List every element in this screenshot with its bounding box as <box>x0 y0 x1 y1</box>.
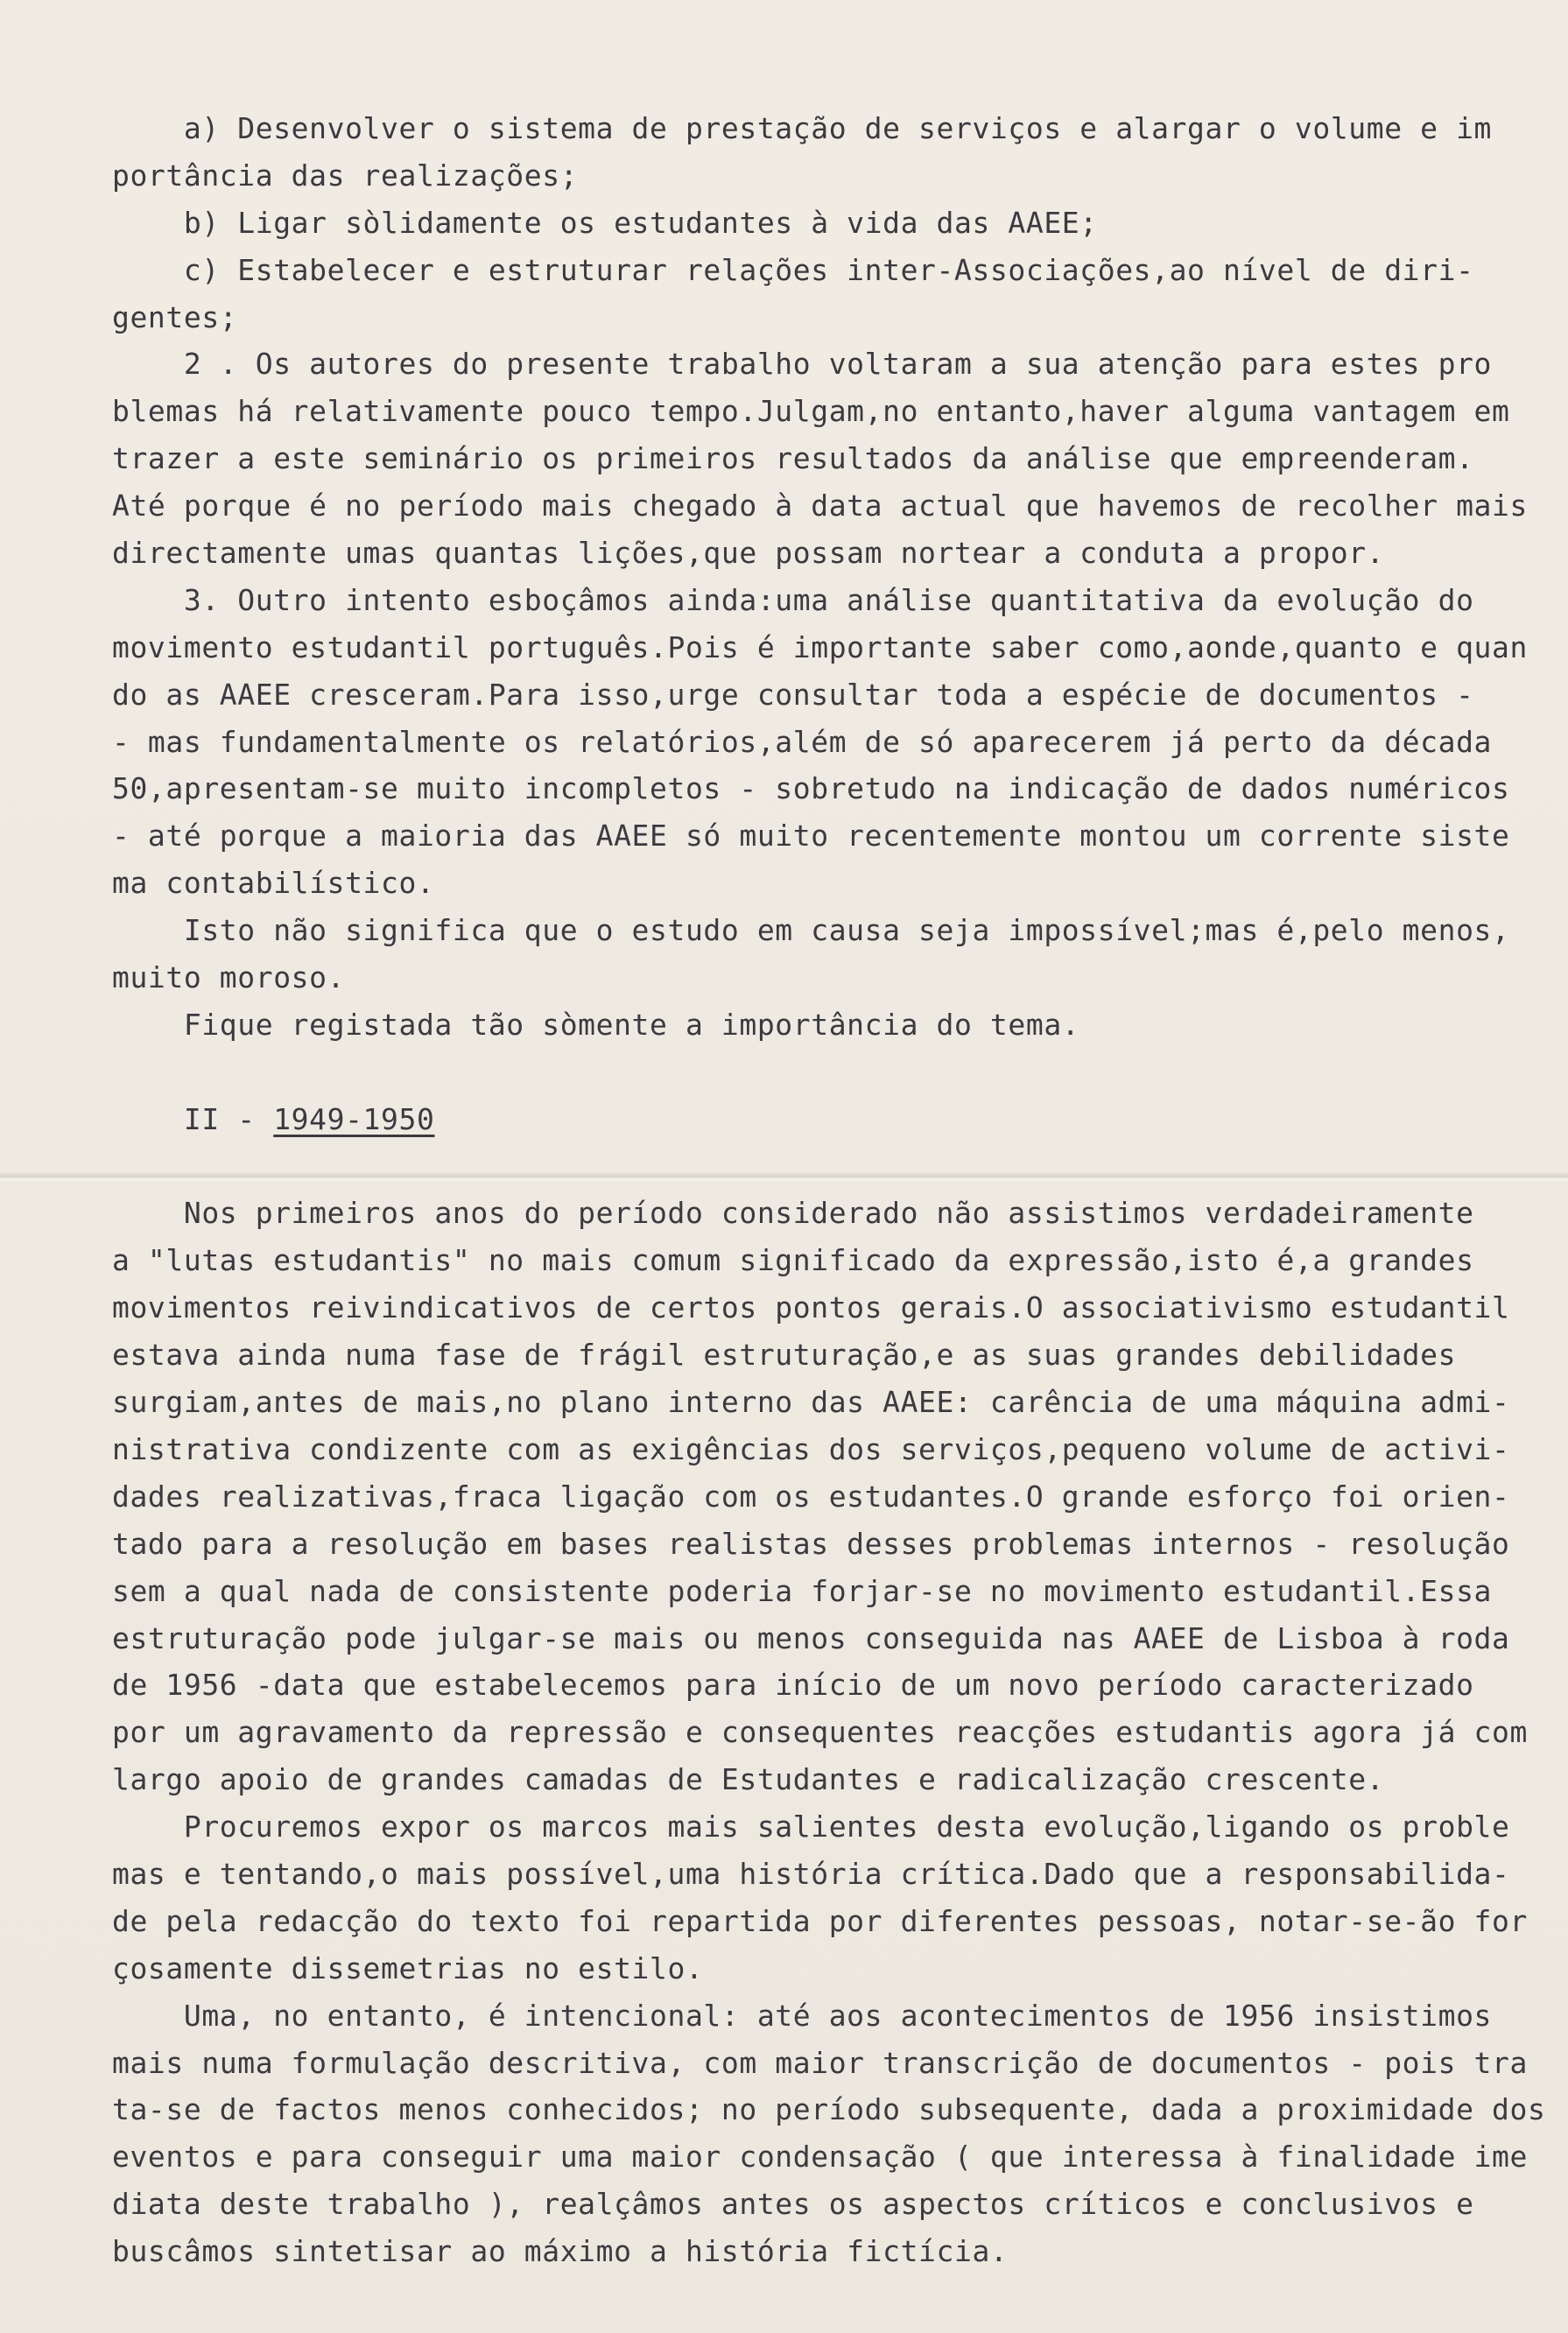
text-line: eventos e para conseguir uma maior condensação ( que interessa à finalidade ime <box>112 2140 1528 2175</box>
text-line: trazer a este seminário os primeiros resultados da análise que empreenderam. <box>112 441 1474 476</box>
text-line: de 1956 -data que estabelecemos para início de um novo período caracterizado <box>112 1668 1474 1703</box>
text-line: mas e tentando,o mais possível,uma história crítica.Dado que a responsabilida- <box>112 1856 1510 1891</box>
text-line: directamente umas quantas lições,que possam nortear a conduta a propor. <box>112 536 1385 571</box>
section-heading-prefix: II - <box>112 1101 274 1136</box>
text-line: sem a qual nada de consistente poderia forjar-se no movimento estudantil.Essa <box>112 1573 1493 1608</box>
text-line: ma contabilístico. <box>112 866 435 901</box>
text-line: por um agravamento da repressão e consequentes reacções estudantis agora já com <box>112 1715 1528 1750</box>
text-line: diata deste trabalho ), realçâmos antes os aspectos críticos e conclusivos e <box>112 2187 1474 2222</box>
text-line: movimentos reivindicativos de certos pontos gerais.O associativismo estudantil <box>112 1290 1510 1325</box>
text-line: Procuremos expor os marcos mais salientes desta evolução,ligando os proble <box>112 1809 1510 1845</box>
text-line: portância das realizações; <box>112 158 579 193</box>
text-line: çosamente dissemetrias no estilo. <box>112 1950 704 1985</box>
text-line: estruturação pode julgar-se mais ou menos conseguida nas AAEE de Lisboa à roda <box>112 1620 1510 1655</box>
text-line: tado para a resolução em bases realistas desses problemas internos - resolução <box>112 1526 1510 1561</box>
text-line: Isto não significa que o estudo em causa seja impossível;mas é,pelo menos, <box>112 913 1510 948</box>
text-line: a "lutas estudantis" no mais comum significado da expressão,isto é,a grandes <box>112 1243 1474 1278</box>
text-line: movimento estudantil português.Pois é importante saber como,aonde,quanto e quan <box>112 629 1528 664</box>
section-heading-years: 1949-1950 <box>273 1101 435 1136</box>
text-line: do as AAEE cresceram.Para isso,urge consultar toda a espécie de documentos - <box>112 677 1474 712</box>
text-line: - mas fundamentalmente os relatórios,além de só aparecerem já perto da década <box>112 724 1493 759</box>
text-line: b) Ligar sòlidamente os estudantes à vida das AAEE; <box>112 205 1098 240</box>
text-line: Até porque é no período mais chegado à data actual que havemos de recolher mais <box>112 488 1528 524</box>
text-line: dades realizativas,fraca ligação com os estudantes.O grande esforço foi orien- <box>112 1479 1510 1514</box>
text-line: de pela redacção do texto foi repartida por diferentes pessoas, notar-se-ão for <box>112 1903 1528 1938</box>
text-line: ta-se de factos menos conhecidos; no período subsequente, dada a proximidade dos <box>112 2092 1546 2127</box>
text-line: largo apoio de grandes camadas de Estudantes e radicalização crescente. <box>112 1762 1385 1797</box>
text-line: buscâmos sintetisar ao máximo a história fictícia. <box>112 2234 1009 2269</box>
text-line: surgiam,antes de mais,no plano interno das AAEE: carência de uma máquina admi- <box>112 1385 1510 1420</box>
text-line: - até porque a maioria das AAEE só muito recentemente montou um corrente siste <box>112 819 1510 854</box>
section-heading <box>112 1096 1478 1143</box>
text-line: Fique registada tão sòmente a importância do tema. <box>112 1007 1080 1042</box>
text-line: nistrativa condizente com as exigências dos serviços,pequeno volume de activi- <box>112 1431 1510 1466</box>
blank-line <box>112 1143 1478 1191</box>
text-line: 2 . Os autores do presente trabalho voltaram a sua atenção para estes pro <box>112 347 1493 382</box>
text-line: mais numa formulação descritiva, com maior transcrição de documentos - pois tra <box>112 2045 1528 2080</box>
text-line: 50,apresentam-se muito incompletos - sobretudo na indicação de dados numéricos <box>112 771 1510 806</box>
text-line: estava ainda numa fase de frágil estruturação,e as suas grandes debilidades <box>112 1338 1457 1373</box>
text-line: muito moroso. <box>112 960 346 995</box>
text-line: a) Desenvolver o sistema de prestação de serviços e alargar o volume e im <box>112 111 1493 145</box>
blank-line <box>112 1049 1478 1096</box>
text-line: gentes; <box>112 299 238 334</box>
text-line: blemas há relativamente pouco tempo.Julgam,no entanto,haver alguma vantagem em <box>112 394 1510 429</box>
text-line: Uma, no entanto, é intencional: até aos acontecimentos de 1956 insistimos <box>112 1998 1493 2033</box>
text-line: 3. Outro intento esboçâmos ainda:uma análise quantitativa da evolução do <box>112 582 1474 617</box>
page-body <box>112 105 1546 2275</box>
text-line: c) Estabelecer e estruturar relações inter-Associações,ao nível de diri- <box>112 252 1474 287</box>
text-line: Nos primeiros anos do período considerado não assistimos verdadeiramente <box>112 1196 1474 1231</box>
